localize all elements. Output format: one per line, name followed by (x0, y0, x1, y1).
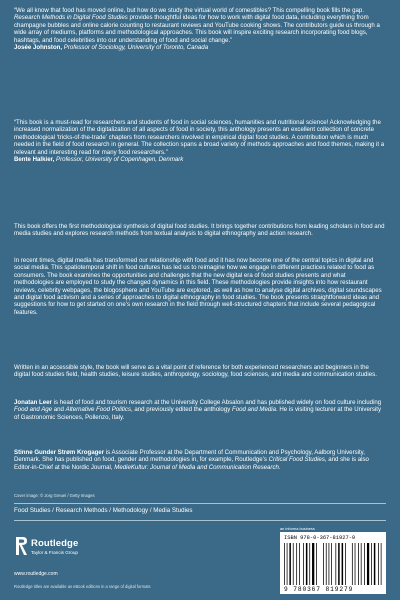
endorsement-quote-1 (14, 7, 386, 51)
barcode-bar (331, 543, 332, 585)
editor-bio-1: Jonatan Leer is head of food and tourism research at the University College Absalon and has published widely on food culture including Food and Age and Alternative Food Politics, and previously edited the anthology Food and Media. He is visiting lecturer at the University of Gastronomic Sciences, Pollenzo, Italy. (14, 399, 382, 421)
barcode-bar (342, 543, 344, 585)
editor-name: Jonatan Leer (14, 399, 52, 406)
quote-author: Bente Halkier, (14, 156, 55, 164)
book-title: Critical Food Studies (268, 456, 325, 464)
audience-paragraph: Written in an accessible style, the book will serve as a vital point of reference for both experienced researchers and beginners in the digital food studies field, health studies, leisure studies, anthropology, sociology, food sciences, and media and communication studies. (14, 364, 377, 379)
barcode-bar (381, 543, 382, 585)
quote-affiliation: Professor, University of Copenhagen, Denmark (54, 156, 184, 164)
barcode-bar (306, 543, 308, 585)
book-title: Research Methods in Digital Food Studies (14, 14, 128, 22)
barcode-digits: 9 780367 819279 (284, 586, 354, 593)
book-title: Food and Media (231, 406, 277, 414)
barcode-bar (352, 543, 353, 585)
barcode-bar (329, 543, 330, 585)
divider (14, 503, 386, 504)
barcode-bar (299, 543, 300, 585)
barcode-bar (371, 543, 372, 585)
barcode-bar (361, 543, 362, 585)
barcode-bar (296, 543, 297, 585)
book-title: Food and Age (14, 406, 53, 414)
book-title: Alternative Food Politics (65, 406, 131, 414)
intro-paragraph: This book offers the first methodological synthesis of digital food studies. It brings together contributions from leading scholars in food and media studies and explores research methods from textual analysis to digital ethnography and action research. (14, 223, 385, 238)
barcode-bar (367, 543, 369, 585)
barcode-bar (289, 543, 291, 585)
editor-name: Stinne Gunder Strøm Krogager (14, 449, 105, 456)
editor-bio-2: Stinne Gunder Strøm Krogager is Associate Professor at the Department of Communication and Psychology, Aalborg University, Denmark. She has published on food, gender and methodologies in, for example, Routledge’s Critical Food Studies, and she is also Editor-in-Chief at the Nordic Journal, MedieKultur: Journal of Media and Communication Research. (14, 449, 369, 471)
quote-text-rest: provides thoughtful ideas for how to work with digital food data, including everything from champagne bubbles and online calorie counting to restaurant reviews and YouTube cooking shows. The contributors guide us through a wide array of mediums, platforms and methodological approaches. This book will inspire exciting research incorporating food blogs, hashtags, and food celebrities into our understanding of food and social change.” (14, 14, 380, 44)
barcode-bar (323, 543, 324, 585)
publisher-name: Routledge (31, 538, 79, 549)
isbn-barcode-panel (280, 532, 386, 594)
barcode-bar (345, 543, 346, 585)
publisher-url: www.routledge.com (14, 571, 58, 577)
barcode-bar (335, 543, 336, 585)
barcode-bar (364, 543, 365, 585)
barcode-bar (312, 543, 314, 585)
barcode-bar (309, 543, 310, 585)
subject-categories: Food Studies / Research Methods / Methodology / Media Studies (14, 507, 193, 514)
barcode-bar (287, 543, 288, 585)
publisher-group: Taylor & Francis Group (31, 550, 78, 555)
journal-title: MedieKultur: Journal of Media and Communication Research (114, 463, 279, 471)
barcode-bar (303, 543, 304, 585)
barcode-bar (358, 543, 359, 585)
barcode-bar (284, 543, 285, 585)
barcode-bar (378, 543, 379, 585)
barcode-bar (293, 543, 294, 585)
quote-text: “We all know that food has moved online, but how do we study the virtual world of comestibles? This compelling book fills the gap. (14, 7, 365, 14)
informa-imprint: an informa business (280, 526, 315, 531)
barcode-bar (316, 543, 317, 585)
quote-attribution (14, 156, 386, 163)
description-paragraph: In recent times, digital media has transformed our relationship with food and it has now become one of the central topics in digital and social media. This spatiotemporal shift in food cultures has led us to reimagine how we engage in different practices related to food as consumers. The book examines the opportunities and challenges that the new digital era of food studies presents and what methodologies are employed to study the changed dynamics in this field. These methodologies provide insights into how restaurant reviews, celebrity webpages, the blogosphere and YouTube are explored, as well as how to analyse digital archives, digital soundscapes and digital food activism and a series of approaches to digital ethnography in food studies. The book presents straightforward ideas and suggestions for how to get started on one’s own research in the field through well-structured chapters that include several pedagogical features. (14, 257, 382, 316)
publisher-logo (14, 536, 84, 558)
quote-text: “This book is a must-read for researchers and students of food in social sciences, humanities and nutritional science! Acknowledging the increased normalization of the digitalization of all aspects of food in society, this anthology presents an excellent collection of concrete methodological ‘tricks-of-the-trade’ chapters from researchers involved in empirical digital food studies. A contribution which is much needed in the field of food research in general. The collection spans a broad variety of methods approaches and food themes, making it a relevant and interesting read for many food researchers.” (14, 119, 385, 156)
barcode-bar (374, 543, 376, 585)
quote-attribution (14, 44, 386, 51)
barcode-bar (338, 543, 340, 585)
cover-image-credit: Cover image: © Jorg Greuel / Getty Images (14, 493, 95, 498)
barcode-bar (326, 543, 327, 585)
barcode-icon (284, 543, 382, 585)
quote-author: Josée Johnston, (14, 44, 63, 52)
endorsement-quote-2 (14, 119, 386, 163)
divider (14, 520, 386, 521)
ebook-footnote: Routledge titles are available as eBook editions in a range of digital formats (14, 584, 151, 589)
routledge-logo-icon (14, 536, 28, 556)
isbn-label: ISBN 978-0-367-81927-9 (284, 535, 356, 541)
quote-affiliation: Professor of Sociology, University of Toronto, Canada (62, 44, 209, 52)
barcode-bar (355, 543, 356, 585)
